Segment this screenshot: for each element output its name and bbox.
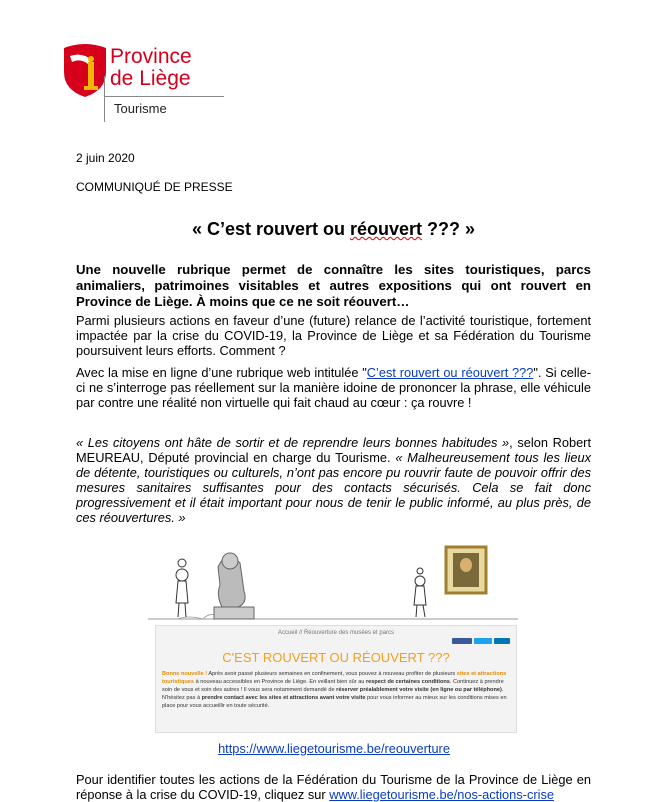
- screenshot-text: Après avoir passé plusieurs semaines en confinement, vous pouvez à nouveau profiter de plusieurs: [207, 671, 457, 677]
- title-part: ??? »: [422, 219, 476, 239]
- title-spellcheck-word: réouvert: [350, 219, 423, 239]
- screenshot-text: . Continuez à prendre soin de vous et soin des autres ! Il vous sera notamment demandé de: [162, 679, 504, 693]
- paragraph-1: Parmi plusieurs actions en faveur d’une (future) relance de l’activité touristique, fortement impactée par la crise du COVID-19, la Province de Liège et sa Fédération du Tourisme poursuivent leurs efforts. Comment ?: [76, 313, 591, 358]
- screenshot-highlight: sites et attractions touristiques: [162, 671, 507, 685]
- share-icon: [494, 638, 510, 644]
- thinker-cartoon-illustration: [148, 545, 518, 625]
- logo-divider: [104, 76, 105, 122]
- screenshot-highlight: Bonne nouvelle !: [162, 671, 208, 677]
- quote-text: « Malheureusement tous les lieux de détente, touristiques ou culturels, n’ont pas encore pu rouvrir faute de pouvoir offrir des mesures sanitaires suffisantes pour des contacts sécurisés. Cela se fait donc progressivement et il était important pour nous de tenir le public informé, au plus près, de ces réouvertures. »: [76, 450, 591, 525]
- reouverture-url: [0, 741, 668, 756]
- screenshot-bold: réserver préalablement votre visite (en ligne ou par téléphone): [336, 687, 502, 693]
- logo-liege-text: de Liège: [110, 67, 191, 90]
- paragraph-text: ". Si celle-ci ne s’interroge pas réellement sur la manière idoine de prononcer la phrase, elle véhicule par contre une réalité non virtuelle qui fait chaud au cœur : ça rouvre !: [76, 365, 591, 410]
- press-date: 2 juin 2020: [76, 151, 135, 165]
- screenshot-bold: respect de certaines conditions: [365, 679, 450, 685]
- screenshot-heading: C'EST ROUVERT OU RÉOUVERT ???: [222, 650, 450, 665]
- logo-province-text: Province: [110, 45, 192, 68]
- lead-paragraph: Une nouvelle rubrique permet de connaître les sites touristiques, parcs animaliers, patrimoines visitables et autres expositions qui ont rouvert en Province de Liège. À moins que ce ne soit réouvert…: [76, 262, 591, 309]
- quote-text: « Les citoyens ont hâte de sortir et de reprendre leurs bonnes habitudes »: [76, 435, 510, 450]
- screenshot-text: pour vous informer au mieux sur les conditions mises en place pour vous accueillir en toute sécurité.: [162, 695, 507, 709]
- province-logo: [62, 40, 222, 120]
- logo-subtitle: Tourisme: [114, 101, 167, 116]
- document-type: COMMUNIQUÉ DE PRESSE: [76, 180, 233, 194]
- facebook-share-icon: [452, 638, 472, 644]
- press-title: [76, 219, 591, 240]
- screenshot-breadcrumb: Accueil // Réouverture des musées et parcs: [277, 630, 395, 636]
- screenshot-body: [162, 670, 510, 710]
- share-buttons: [452, 638, 510, 644]
- screenshot-text: .: [501, 687, 504, 693]
- paragraph-text: Pour identifier toutes les actions de la Fédération du Tourisme de la Province de Liège en réponse à la crise du COVID-19, cliquez sur: [76, 772, 591, 802]
- screenshot-text: à nouveau accessibles en Province de Liège. En veillant bien sûr au: [194, 679, 366, 685]
- paragraph-text: , selon Robert MEUREAU, Député provincial en charge du Tourisme.: [76, 435, 591, 465]
- screenshot-bold: prendre contact avec les sites et attractions avant votre visite: [201, 695, 366, 701]
- screenshot-text: N'hésitez pas à: [162, 695, 202, 701]
- title-part: « C’est rouvert ou: [191, 219, 350, 239]
- paragraph-2: [76, 365, 591, 410]
- paragraph-3-quote: [76, 435, 591, 525]
- rubrique-link[interactable]: C’est rouvert ou réouvert ???: [366, 365, 534, 380]
- logo-divider: [104, 96, 224, 97]
- actions-crise-link[interactable]: www.liegetourisme.be/nos-actions-crise: [329, 787, 554, 802]
- twitter-share-icon: [474, 638, 492, 644]
- reouverture-link[interactable]: https://www.liegetourisme.be/reouverture: [218, 741, 450, 756]
- paragraph-4: [76, 772, 591, 802]
- website-screenshot: [155, 625, 517, 733]
- paragraph-text: Avec la mise en ligne d’une rubrique web intitulée ": [76, 365, 367, 380]
- perron-shield-icon: [62, 42, 108, 98]
